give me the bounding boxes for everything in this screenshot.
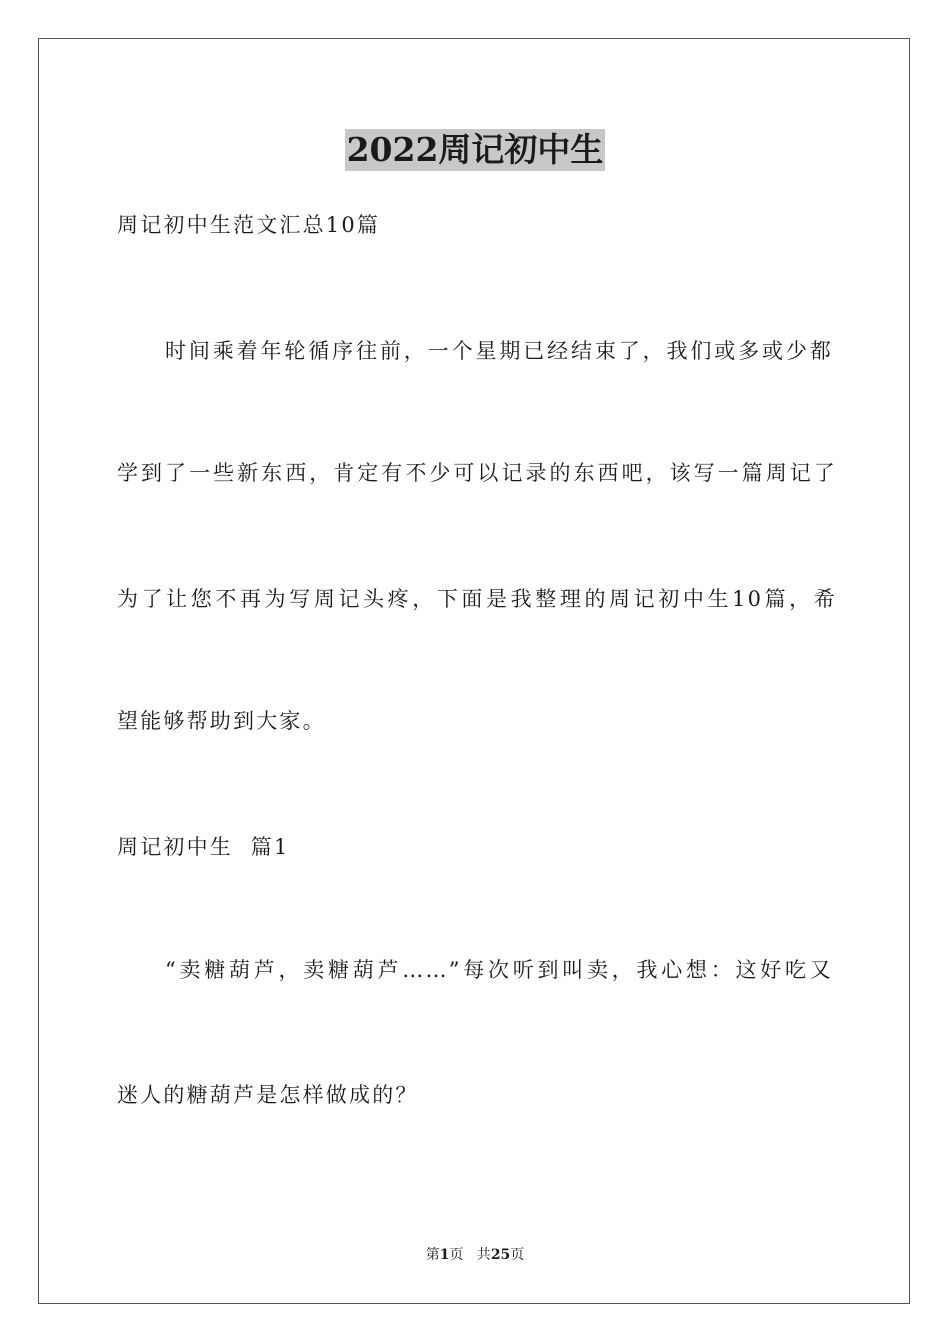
- intro-line-1: 时间乘着年轮循序往前，一个星期已经结束了，我们或多或少都: [165, 339, 833, 363]
- document-title: [0, 128, 950, 172]
- intro-line-3: 为了让您不再为写周记头疼，下面是我整理的周记初中生10篇，希: [117, 587, 837, 611]
- footer-page-total: 25: [490, 1247, 511, 1263]
- footer-suffix: 页: [510, 1247, 525, 1263]
- footer-mid: 页 共: [449, 1247, 491, 1263]
- footer-prefix: 第: [425, 1247, 440, 1263]
- page-footer: [0, 1245, 950, 1265]
- section-line-1: “卖糖葫芦，卖糖葫芦……”每次听到叫卖，我心想：这好吃又: [165, 958, 833, 982]
- section-line-2: 迷人的糖葫芦是怎样做成的？: [117, 1083, 419, 1107]
- document-subtitle: 周记初中生范文汇总10篇: [117, 213, 381, 237]
- section-heading: 周记初中生 篇1: [117, 835, 290, 859]
- footer-page-current: 1: [439, 1247, 450, 1263]
- document-title-text: 2022周记初中生: [346, 130, 604, 169]
- intro-line-2: 学到了一些新东西，肯定有不少可以记录的东西吧，该写一篇周记了: [117, 461, 837, 485]
- intro-line-4: 望能够帮助到大家。: [117, 709, 326, 733]
